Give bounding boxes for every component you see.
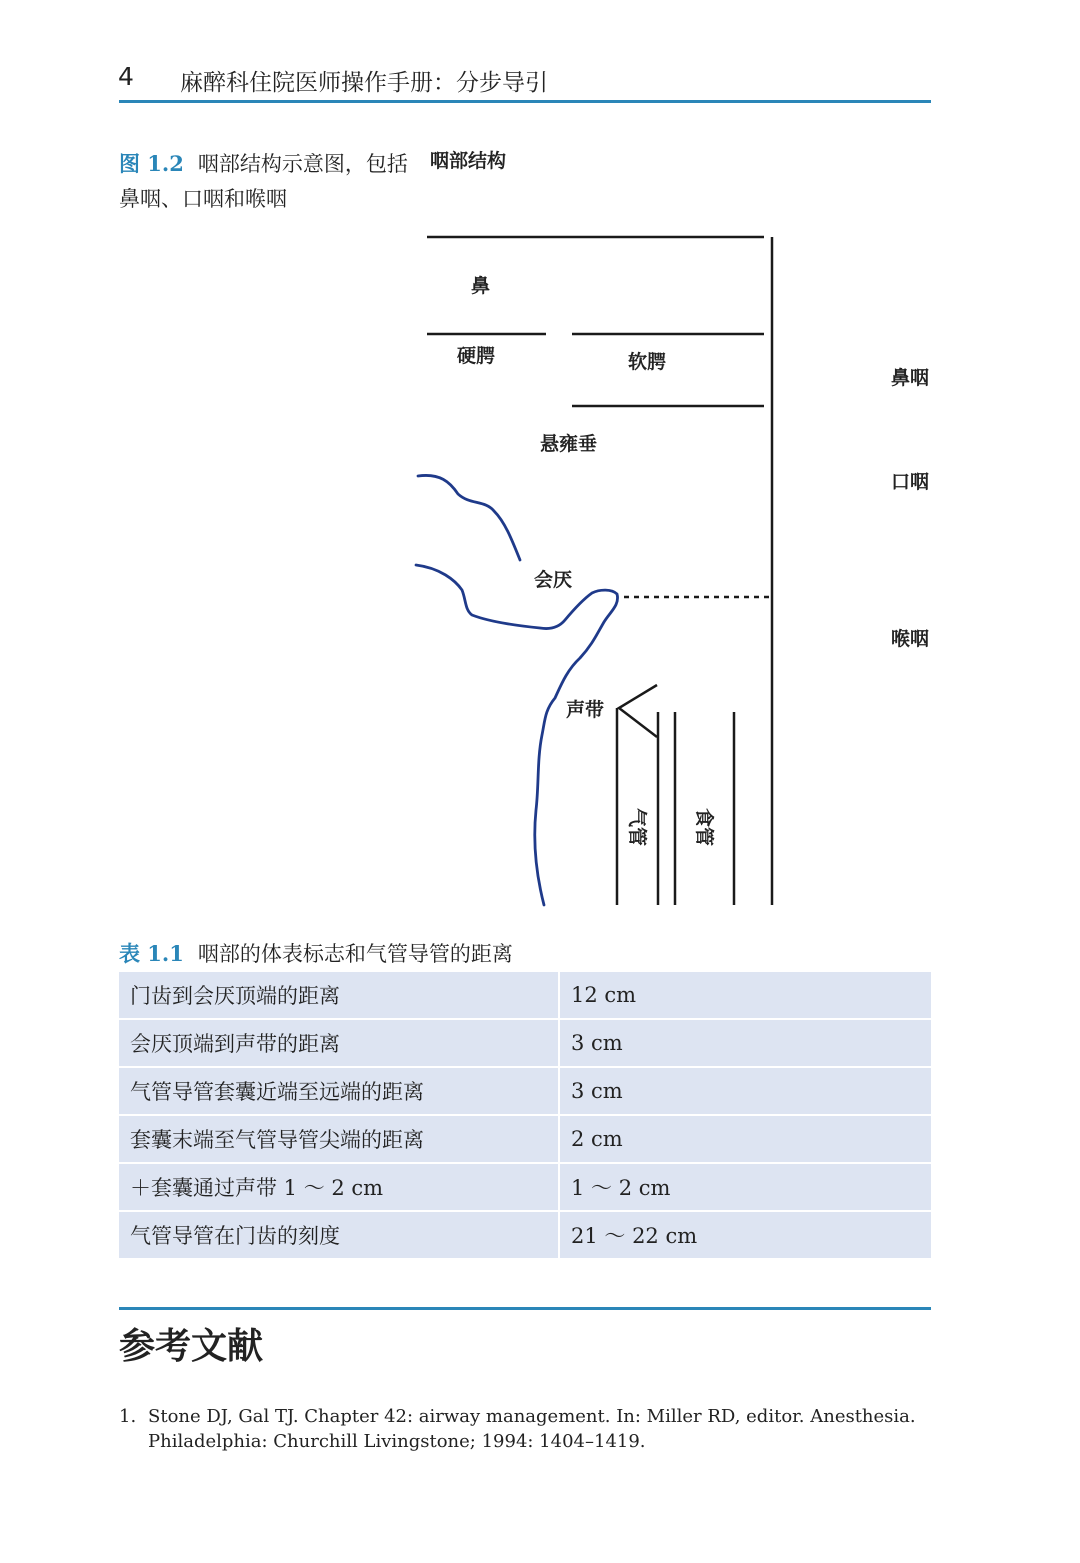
book-title: 麻醉科住院医师操作手册：分步导引 bbox=[180, 70, 548, 96]
table-cell-value: 12 cm bbox=[559, 972, 931, 1019]
label-hard-palate: 硬腭 bbox=[457, 345, 496, 367]
references-rule bbox=[119, 1307, 931, 1310]
label-esophagus: 食管 bbox=[693, 808, 715, 847]
table-label: 表 1.1 bbox=[119, 941, 184, 966]
table-caption-text: 咽部的体表标志和气管导管的距离 bbox=[197, 942, 513, 966]
table-cell-value: 1 ～ 2 cm bbox=[559, 1163, 931, 1211]
table-cell-value: 3 cm bbox=[559, 1019, 931, 1067]
figure-caption-text: 咽部结构示意图，包括鼻咽、口咽和喉咽 bbox=[119, 152, 408, 211]
page-number: 4 bbox=[118, 62, 134, 91]
table-cell-item: 会厌顶端到声带的距离 bbox=[119, 1019, 559, 1067]
table-cell-value: 3 cm bbox=[559, 1067, 931, 1115]
tongue-outline bbox=[418, 475, 520, 560]
table-row bbox=[119, 1067, 931, 1115]
reference-number: 1. bbox=[119, 1406, 137, 1427]
reference-item bbox=[119, 1404, 933, 1429]
label-vocal-cords: 声带 bbox=[566, 699, 605, 721]
reference-list bbox=[119, 1404, 933, 1454]
table-row bbox=[119, 1211, 931, 1259]
references-heading: 参考文献 bbox=[119, 1325, 264, 1367]
table-cell-item: 套囊末端至气管导管尖端的距离 bbox=[119, 1115, 559, 1163]
table-row bbox=[119, 972, 931, 1019]
label-epiglottis: 会厌 bbox=[534, 569, 573, 591]
table-caption bbox=[119, 938, 513, 968]
label-trachea: 气管 bbox=[626, 808, 648, 847]
vocal-cord-lines bbox=[619, 685, 657, 737]
label-uvula: 悬雍垂 bbox=[540, 433, 598, 455]
table-row bbox=[119, 1019, 931, 1067]
table-cell-item: 气管导管套囊近端至远端的距离 bbox=[119, 1067, 559, 1115]
table-cell-value: 21 ～ 22 cm bbox=[559, 1211, 931, 1259]
diagram-title: 咽部结构 bbox=[430, 150, 507, 172]
label-nasopharynx: 鼻咽 bbox=[891, 367, 930, 389]
label-oropharynx: 口咽 bbox=[891, 471, 930, 493]
table-cell-item: 门齿到会厌顶端的距离 bbox=[119, 972, 559, 1019]
table-row bbox=[119, 1115, 931, 1163]
reference-text-line2: Philadelphia: Churchill Livingstone; 1994: 1404–1419. bbox=[148, 1431, 646, 1452]
table-row bbox=[119, 1163, 931, 1211]
table-cell-item: 气管导管在门齿的刻度 bbox=[119, 1211, 559, 1259]
table-cell-item: ＋套囊通过声带 1 ～ 2 cm bbox=[119, 1163, 559, 1211]
distance-table bbox=[119, 972, 931, 1260]
table-cell-value: 2 cm bbox=[559, 1115, 931, 1163]
pharynx-front-outline bbox=[416, 565, 618, 905]
label-nose: 鼻 bbox=[471, 275, 491, 297]
figure-label: 图 1.2 bbox=[119, 151, 184, 176]
label-soft-palate: 软腭 bbox=[628, 351, 667, 373]
reference-text-line1: Stone DJ, Gal TJ. Chapter 42: airway management. In: Miller RD, editor. Anesthesia. bbox=[148, 1406, 916, 1427]
label-laryngopharynx: 喉咽 bbox=[891, 628, 930, 650]
